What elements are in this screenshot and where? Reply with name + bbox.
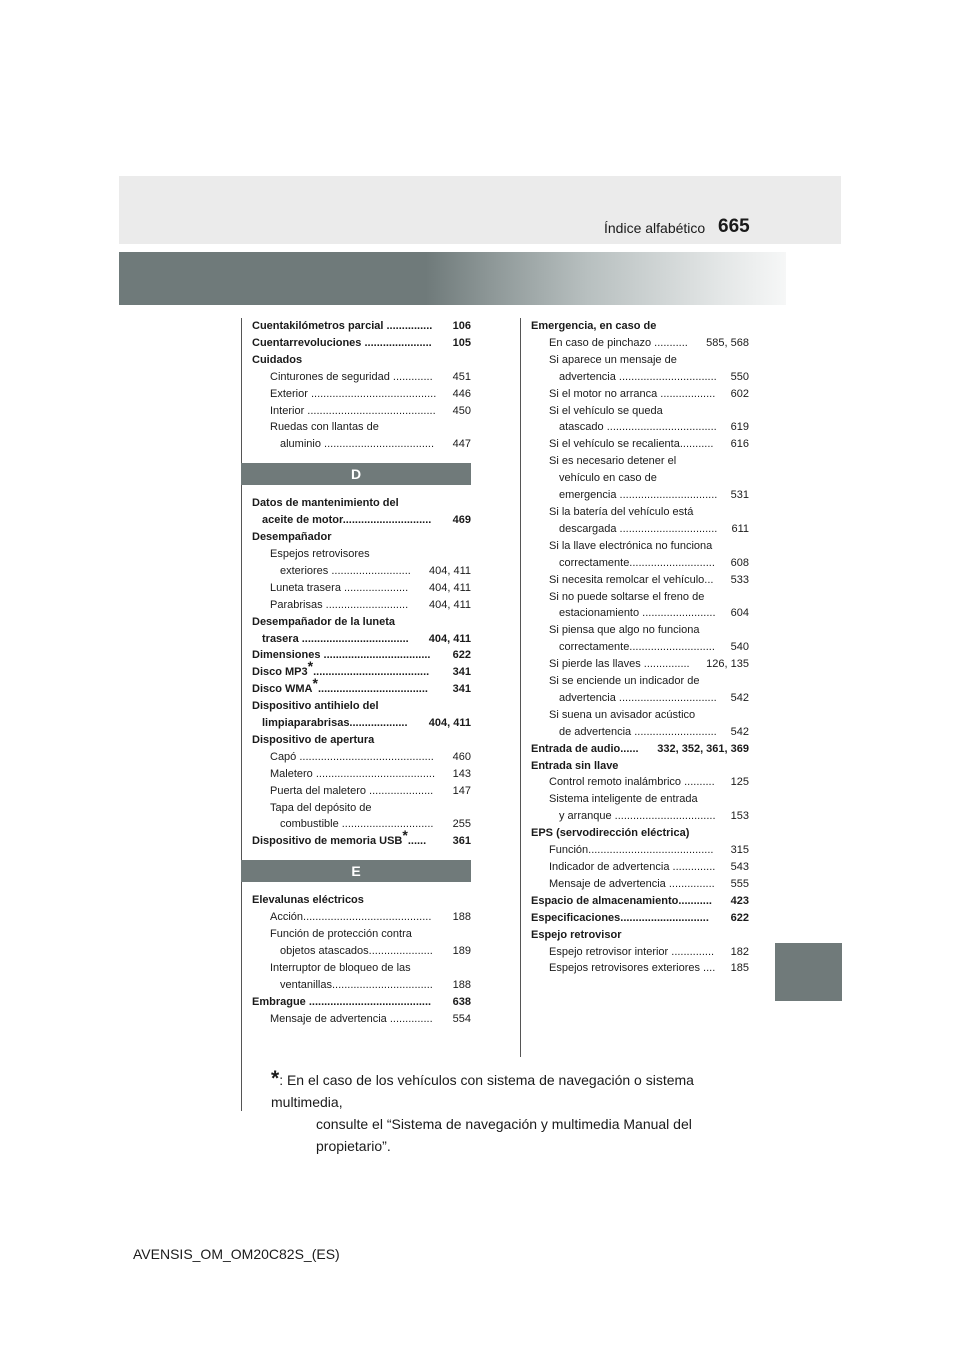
index-entry-text: Desempañador de la luneta: [252, 615, 396, 628]
index-entry-text: Embrague ........................................: [252, 995, 432, 1008]
index-entry-text: Si se enciende un indicador de: [549, 675, 700, 688]
index-entry-page: 341: [451, 681, 471, 698]
index-entry: [252, 369, 471, 386]
index-entry-page: 540: [729, 639, 749, 656]
index-entry: [252, 563, 471, 580]
index-entry: [252, 386, 471, 403]
index-entry: [252, 529, 471, 546]
index-entry-page: 404, 411: [427, 597, 471, 614]
index-entry-page: 469: [451, 512, 471, 529]
index-entry-text: aceite de motor.............................: [262, 514, 432, 527]
index-entry: [252, 631, 471, 648]
index-entry-text: Datos de mantenimiento del: [252, 497, 399, 510]
index-entry: [252, 766, 471, 783]
index-entry: [531, 960, 749, 977]
index-entry-text: Si necesita remolcar el vehículo...: [549, 573, 714, 586]
index-entry-page: 619: [729, 419, 749, 436]
index-entry-page: 404, 411: [427, 631, 471, 648]
footnote-reference-mark: *: [402, 827, 408, 844]
index-entry-text: Espejo retrovisor interior ..............: [549, 945, 715, 958]
index-entry-page: 616: [729, 436, 749, 453]
index-entry-page: 153: [729, 808, 749, 825]
index-entry-text: Función.........................................: [549, 844, 714, 857]
index-entry-page: 147: [451, 783, 471, 800]
index-entry: [252, 977, 471, 994]
page-number: 665: [718, 216, 750, 237]
index-entry-text: estacionamiento ........................: [559, 607, 716, 620]
index-entry: [252, 732, 471, 749]
index-entry: [531, 622, 749, 639]
index-entry-text: Exterior .........................................: [270, 387, 437, 400]
footnote-reference-mark: *: [312, 675, 318, 692]
index-entry: [531, 335, 749, 352]
index-entry: [531, 487, 749, 504]
index-entry-text: Espejo retrovisor: [531, 928, 622, 941]
index-entry: [531, 656, 749, 673]
index-column-left: [252, 318, 471, 1028]
index-entry: [531, 876, 749, 893]
index-entry: [531, 589, 749, 606]
index-entry: [252, 715, 471, 732]
index-column-right: [531, 318, 749, 977]
index-entry-text: Emergencia, en caso de: [531, 320, 657, 332]
index-entry-leader: ......: [407, 835, 427, 848]
index-entry: [252, 816, 471, 833]
index-entry: [531, 521, 749, 538]
index-entry-text: Si aparece un mensaje de: [549, 353, 677, 366]
index-entry-page: 188: [451, 909, 471, 926]
index-entry-text: objetos atascados.....................: [280, 945, 433, 957]
index-entry-text: Si pierde las llaves ...............: [549, 658, 690, 671]
index-entry-text: Si no puede soltarse el freno de: [549, 590, 705, 603]
index-entry-text: Puerta del maletero .....................: [270, 784, 434, 797]
index-entry: [531, 893, 749, 910]
index-entry-text: descargada ................................: [559, 522, 718, 535]
index-entry-page: 126, 135: [704, 656, 749, 673]
index-entry-page: 332, 352, 361, 369: [655, 741, 749, 758]
left-margin-rule: [241, 318, 242, 1111]
index-entry: [252, 512, 471, 529]
index-entry: [252, 658, 471, 681]
index-entry: [531, 369, 749, 386]
index-entry-page: 341: [451, 664, 471, 681]
index-entry: [531, 538, 749, 555]
index-entry: [252, 892, 471, 909]
index-entry-text: de advertencia ...........................: [559, 725, 717, 738]
manual-code: AVENSIS_OM_OM20C82S_(ES): [133, 1246, 340, 1262]
index-entry-text: Si la llave electrónica no funciona: [549, 539, 713, 552]
index-entry-text: y arranque .................................: [559, 810, 716, 823]
index-entry-text: ventanillas.................................: [280, 978, 433, 991]
index-entry-page: 542: [729, 724, 749, 741]
footnote-line-2: consulte el “Sistema de navegación y multimedia Manual del propietario”.: [316, 1116, 692, 1154]
index-entry-text: Espejos retrovisores: [270, 547, 370, 560]
index-entry-page: 622: [729, 910, 749, 927]
index-entry: [252, 580, 471, 597]
index-entry-text: Interruptor de bloqueo de las: [270, 961, 411, 974]
index-entry-text: Disco MP3: [252, 666, 308, 679]
index-entry: [531, 724, 749, 741]
index-entry-text: Maletero .......................................: [270, 767, 436, 780]
index-entry: [531, 555, 749, 572]
index-entry-text: Acción..........................................: [270, 911, 432, 924]
index-entry-text: Si es necesario detener el: [549, 455, 677, 468]
index-entry: [531, 741, 749, 758]
index-entry-page: 105: [451, 335, 471, 352]
index-entry: [252, 614, 471, 631]
index-entry-page: 555: [729, 876, 749, 893]
index-entry-leader: ......................................: [313, 666, 430, 679]
index-entry-page: 188: [451, 977, 471, 994]
section-title: Índice alfabético: [604, 220, 706, 236]
index-entry: [252, 827, 471, 850]
index-entry-text: Si piensa que algo no funciona: [549, 624, 700, 637]
index-entry-text: Especificaciones.............................: [531, 911, 709, 924]
index-entry: [531, 352, 749, 369]
index-entry-page: 533: [729, 572, 749, 589]
index-entry-text: Dimensiones ...................................: [252, 649, 431, 662]
index-entry: [531, 774, 749, 791]
index-entry-page: 550: [729, 369, 749, 386]
footnote: [271, 1068, 751, 1157]
index-entry-page: 404, 411: [427, 715, 471, 732]
footnote-line-1: : En el caso de los vehículos con sistema de navegación o sistema multimedia,: [271, 1072, 694, 1110]
index-entry: [252, 419, 471, 436]
index-entry-page: 315: [729, 842, 749, 859]
index-entry-page: 446: [451, 386, 471, 403]
index-entry-text: Desempañador: [252, 531, 332, 544]
index-entry-text: Función de protección contra: [270, 928, 412, 941]
index-entry: [531, 572, 749, 589]
index-entry: [252, 318, 471, 335]
index-entry-text: emergencia ................................: [559, 489, 718, 502]
index-entry-text: En caso de pinchazo ...........: [549, 336, 688, 349]
index-entry-page: 531: [729, 487, 749, 504]
index-entry-page: 451: [451, 369, 471, 386]
index-entry: [531, 808, 749, 825]
index-entry: [531, 318, 749, 335]
letter-section: [252, 850, 471, 892]
index-entry-text: Capó ............................................: [270, 750, 434, 763]
index-entry-text: Elevalunas eléctricos: [252, 894, 364, 907]
index-entry-text: trasera ...................................: [262, 632, 409, 645]
index-entry: [252, 436, 471, 453]
index-entry: [531, 791, 749, 808]
index-entry-text: Si suena un avisador acústico: [549, 708, 696, 721]
index-entry-page: 542: [729, 690, 749, 707]
index-entry-page: 255: [451, 816, 471, 833]
index-entry: [531, 386, 749, 403]
index-entry: [252, 698, 471, 715]
index-entry: [252, 749, 471, 766]
index-entry-text: Si la batería del vehículo está: [549, 505, 694, 518]
footnote-reference-mark: *: [307, 658, 314, 675]
index-entry-text: exteriores ..........................: [280, 564, 411, 577]
index-entry-page: 604: [729, 605, 749, 622]
index-entry-leader: ....................................: [317, 683, 428, 696]
index-entry-text: Sistema inteligente de entrada: [549, 793, 698, 806]
index-entry: [252, 783, 471, 800]
index-entry-text: EPS (servodirección eléctrica): [531, 827, 690, 840]
index-entry-text: combustible ..............................: [280, 818, 434, 831]
index-entry-text: Dispositivo antihielo del: [252, 700, 379, 713]
letter-section: [252, 453, 471, 495]
index-entry: [531, 944, 749, 961]
index-entry-text: advertencia ................................: [559, 370, 717, 383]
index-entry: [252, 926, 471, 943]
index-entry: [252, 647, 471, 664]
index-entry: [252, 675, 471, 698]
index-entry-text: Dispositivo de memoria USB: [252, 835, 403, 848]
index-entry: [531, 859, 749, 876]
index-entry-text: correctamente............................: [559, 641, 715, 654]
index-entry: [531, 673, 749, 690]
index-entry-page: 554: [451, 1011, 471, 1028]
index-entry: [531, 825, 749, 842]
index-entry-page: 585, 568: [704, 335, 749, 352]
index-entry-text: Parabrisas ...........................: [270, 598, 409, 611]
index-entry: [531, 758, 749, 775]
index-entry: [531, 690, 749, 707]
index-entry: [531, 403, 749, 420]
index-entry: [531, 504, 749, 521]
index-entry-text: Cuentarrevoluciones ......................: [252, 336, 432, 349]
index-entry: [252, 495, 471, 512]
index-entry-page: 638: [451, 994, 471, 1011]
index-entry: [531, 436, 749, 453]
index-entry-page: 608: [729, 555, 749, 572]
index-entry-text: Luneta trasera .....................: [270, 581, 409, 594]
index-entry: [252, 546, 471, 563]
index-entry: [252, 352, 471, 369]
section-letter-d: D: [241, 463, 471, 485]
index-entry-page: 404, 411: [427, 563, 471, 580]
index-entry-text: Espacio de almacenamiento...........: [531, 894, 712, 907]
index-entry-page: 361: [451, 833, 471, 850]
index-entry-page: 182: [729, 944, 749, 961]
index-entry-text: Si el motor no arranca ..................: [549, 387, 716, 400]
index-entry-page: 602: [729, 386, 749, 403]
index-entry-text: Ruedas con llantas de: [270, 421, 379, 434]
index-entry: [531, 910, 749, 927]
index-entry-text: correctamente............................: [559, 556, 715, 569]
index-entry-page: 125: [729, 774, 749, 791]
index-entry: [531, 419, 749, 436]
index-entry: [531, 605, 749, 622]
index-entry-text: Cuidados: [252, 353, 303, 366]
index-entry-page: 460: [451, 749, 471, 766]
index-entry: [531, 639, 749, 656]
index-entry-text: Entrada de audio......: [531, 742, 639, 755]
index-entry-page: 185: [729, 960, 749, 977]
index-entry-text: Dispositivo de apertura: [252, 733, 375, 746]
index-entry-page: 447: [451, 436, 471, 453]
index-entry: [252, 960, 471, 977]
index-entry-page: 611: [729, 521, 749, 538]
index-entry: [252, 909, 471, 926]
index-entry-page: 404, 411: [427, 580, 471, 597]
index-entry-text: Si el vehículo se recalienta...........: [549, 438, 714, 451]
index-entry-text: Tapa del depósito de: [270, 801, 372, 814]
index-entry: [531, 927, 749, 944]
index-entry: [531, 470, 749, 487]
index-entry-page: 189: [451, 943, 471, 960]
index-entry-page: 622: [451, 647, 471, 664]
index-entry: [252, 994, 471, 1011]
column-divider-rule: [520, 318, 521, 1057]
index-entry-text: Control remoto inalámbrico ..........: [549, 776, 715, 789]
index-entry-text: aluminio ....................................: [280, 438, 435, 451]
index-entry-text: advertencia ................................: [559, 691, 717, 704]
index-entry-text: Cuentakilómetros parcial ...............: [252, 320, 433, 332]
index-entry: [252, 335, 471, 352]
section-letter-e: E: [241, 860, 471, 882]
index-entry: [252, 800, 471, 817]
index-entry-text: Espejos retrovisores exteriores ....: [549, 962, 716, 975]
index-entry-text: limpiaparabrisas...................: [262, 717, 408, 730]
index-entry: [252, 943, 471, 960]
footnote-mark: *: [271, 1067, 280, 1090]
index-entry-page: 143: [451, 766, 471, 783]
index-entry-page: 543: [729, 859, 749, 876]
index-thumb-tab: [775, 943, 842, 1001]
index-entry-text: Mensaje de advertencia ...............: [549, 877, 715, 890]
index-entry-text: Mensaje de advertencia ..............: [270, 1012, 433, 1025]
index-entry-text: Disco WMA: [252, 683, 313, 696]
index-entry-page: 423: [729, 893, 749, 910]
index-entry: [252, 403, 471, 420]
index-entry-text: Interior ..........................................: [270, 404, 436, 417]
index-entry: [252, 597, 471, 614]
index-entry-text: Indicador de advertencia ..............: [549, 861, 716, 873]
index-entry-text: atascado ....................................: [559, 421, 717, 434]
header-gradient-band: [119, 252, 786, 305]
index-entry: [252, 1011, 471, 1028]
index-entry-text: Cinturones de seguridad .............: [270, 370, 433, 383]
index-entry-text: Si el vehículo se queda: [549, 404, 663, 417]
index-entry: [531, 707, 749, 724]
index-entry-text: vehículo en caso de: [559, 472, 657, 485]
index-entry-page: 450: [451, 403, 471, 420]
index-entry: [531, 842, 749, 859]
index-entry-page: 106: [451, 318, 471, 335]
index-entry-text: Entrada sin llave: [531, 759, 619, 772]
index-entry: [531, 453, 749, 470]
